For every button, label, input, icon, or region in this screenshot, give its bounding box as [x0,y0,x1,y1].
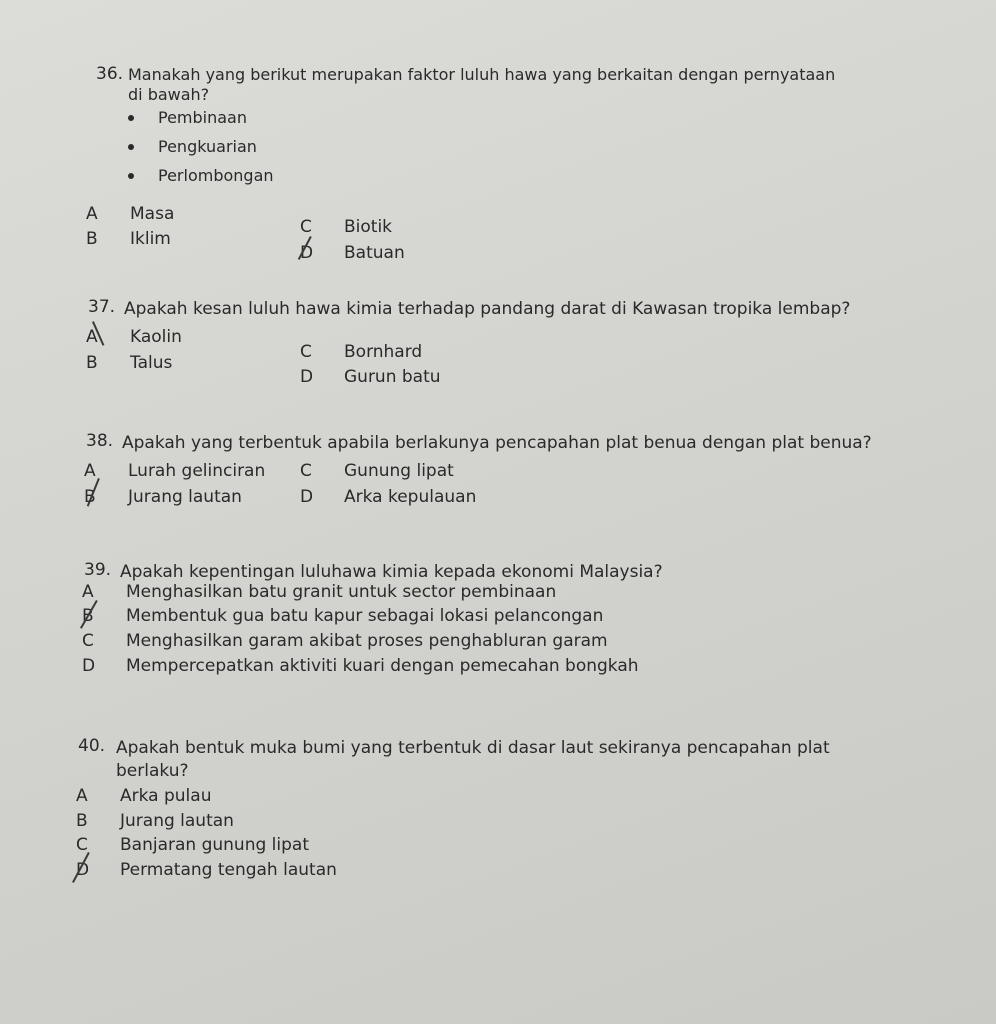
bullet-item [158,107,247,129]
question-text-line1: Apakah yang terbentuk apabila berlakunya pencapahan plat benua dengan plat benua? [122,433,872,453]
option-text: Mempercepatkan aktiviti kuari dengan pemecahan bongkah [126,656,639,676]
option-letter: D [76,860,90,880]
question-number: 39. [84,560,112,580]
option-text: Arka pulau [120,786,212,806]
option-letter: B [82,606,94,626]
option-text: Batuan [344,243,405,263]
option-letter: D [300,487,314,507]
option-text: Jurang lautan [128,487,242,507]
question-text-line1: Apakah kesan luluh hawa kimia terhadap pandang darat di Kawasan tropika lembap? [124,299,851,319]
question-text-line2: berlaku? [116,761,189,781]
option-letter: C [76,835,88,855]
bullet-icon [128,144,134,150]
option-letter: C [82,631,94,651]
question-number: 37. [88,297,116,317]
option-text: Masa [130,204,175,224]
option-d[interactable] [300,486,476,508]
question-text-line1: Manakah yang berikut merupakan faktor luluh hawa yang berkaitan dengan pernyataan [128,65,836,84]
question-text-line1: Apakah kepentingan luluhawa kimia kepada ekonomi Malaysia? [120,562,663,582]
option-text: Iklim [130,229,171,249]
option-letter: B [86,229,98,249]
bullet-item [158,165,274,187]
option-a[interactable] [76,785,211,807]
option-text: Banjaran gunung lipat [120,835,309,855]
option-text: Biotik [344,217,393,237]
option-letter: B [84,487,96,507]
question-text-line2: di bawah? [128,85,210,104]
option-letter: B [86,353,98,373]
option-letter: A [82,582,94,602]
option-text: Membentuk gua batu kapur sebagai lokasi pelancongan [126,606,604,626]
option-d[interactable] [82,655,639,677]
option-b[interactable] [86,352,172,374]
option-b[interactable] [86,228,171,250]
option-c[interactable] [300,341,422,363]
option-text: Permatang tengah lautan [120,860,337,880]
option-text: Gurun batu [344,367,441,387]
option-letter: B [76,811,88,831]
option-letter: A [84,461,96,481]
option-c[interactable] [300,216,392,238]
option-letter: A [76,786,88,806]
option-letter: A [86,327,98,347]
question-text-line1: Apakah bentuk muka bumi yang terbentuk di dasar laut sekiranya pencapahan plat [116,738,830,758]
option-text: Jurang lautan [120,811,234,831]
option-letter: C [300,461,312,481]
bullet-icon [128,173,134,179]
option-text: Menghasilkan batu granit untuk sector pembinaan [126,582,557,602]
option-b[interactable] [84,486,242,508]
question-number: 40. [78,736,106,756]
option-letter: C [300,217,312,237]
option-c[interactable] [300,460,454,482]
bullet-text: Perlombongan [158,166,274,185]
option-letter: D [300,367,314,387]
option-letter: C [300,342,312,362]
bullet-text: Pembinaan [158,108,247,127]
option-text: Talus [130,353,173,373]
option-d[interactable] [300,242,405,264]
option-text: Menghasilkan garam akibat proses penghabluran garam [126,631,608,651]
option-a[interactable] [84,460,265,482]
option-text: Kaolin [130,327,182,347]
bullet-item [158,136,257,158]
option-c[interactable] [82,630,608,652]
option-b[interactable] [82,605,603,627]
option-c[interactable] [76,834,309,856]
question-number: 38. [86,431,114,451]
option-letter: A [86,204,98,224]
question-number: 36. [96,64,124,84]
option-text: Lurah gelinciran [128,461,266,481]
bullet-text: Pengkuarian [158,137,257,156]
option-d[interactable] [300,366,441,388]
option-letter: D [82,656,96,676]
option-letter: D [300,243,314,263]
option-text: Gunung lipat [344,461,454,481]
bullet-icon [128,115,134,121]
option-d[interactable] [76,859,337,881]
option-text: Arka kepulauan [344,487,477,507]
option-b[interactable] [76,810,234,832]
option-text: Bornhard [344,342,423,362]
option-a[interactable] [86,203,174,225]
option-a[interactable] [82,581,556,603]
